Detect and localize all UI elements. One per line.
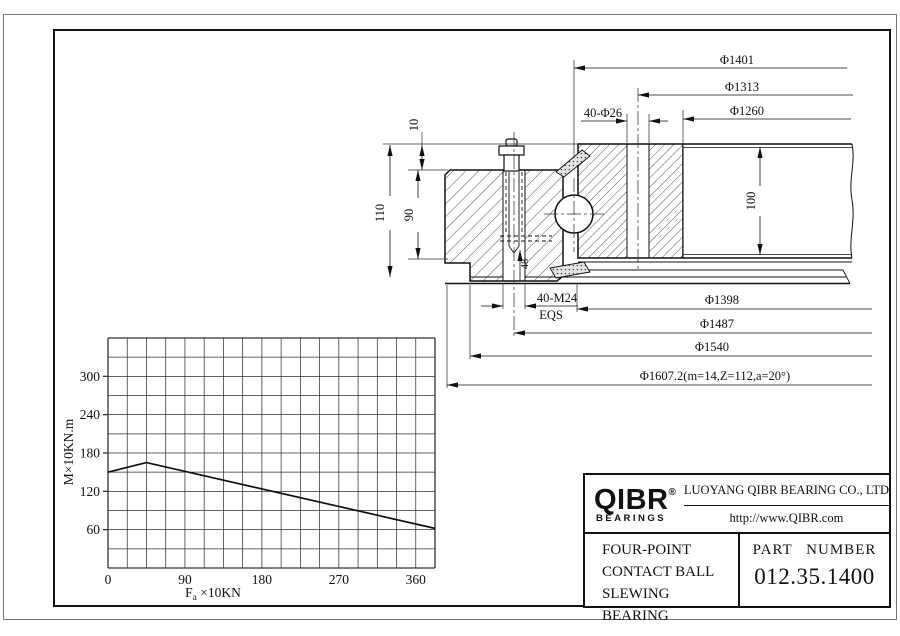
chart-tick-label: 180 [79, 445, 100, 461]
chart-tick-label: 270 [328, 572, 349, 587]
part-number-value: 012.35.1400 [754, 564, 875, 589]
dim-bolt-inner-note: EQS [539, 308, 563, 322]
chart-tick-label: 180 [251, 572, 273, 587]
dim-h10: 10 [407, 118, 421, 132]
dim-h100: 100 [744, 191, 758, 211]
dim-h90: 90 [402, 208, 416, 222]
dim-bolt-outer: 40-Φ26 [583, 106, 623, 120]
company-info [684, 475, 889, 532]
company-logo [585, 475, 684, 532]
registered-trademark-icon: ® [668, 487, 677, 498]
product-line-3: SLEWING BEARING [602, 586, 670, 624]
chart-tick-label: 60 [86, 522, 100, 538]
chart-tick-label: 300 [79, 368, 100, 384]
chart-tick-label: 120 [79, 483, 100, 499]
logo-subtext: BEARINGS [596, 513, 667, 524]
chart-tick-labels [80, 369, 426, 587]
company-website: http://www.QIBR.com [729, 511, 844, 525]
dim-d1398: Φ1398 [704, 293, 740, 307]
title-block-bottom-row [585, 534, 889, 624]
dim-gear-spec: Φ1607.2(m=14,Z=112,a=20°) [639, 369, 791, 383]
dim-d1313: Φ1313 [724, 80, 760, 94]
chart-tick-label: 360 [405, 572, 426, 587]
part-number-cell [740, 534, 889, 608]
title-block [583, 473, 891, 624]
logo-text: QIBR® [594, 484, 677, 516]
dim-h48: 48 [520, 258, 531, 270]
product-line-2: CONTACT BALL [602, 564, 715, 580]
product-line-1: FOUR-POINT [602, 542, 692, 558]
part-number-label: PART NUMBER [752, 542, 877, 558]
dim-d1487: Φ1487 [699, 317, 735, 331]
dim-d1260: Φ1260 [729, 104, 765, 118]
product-description [585, 534, 740, 624]
chart-tick-label: 240 [79, 407, 100, 423]
dim-d1401: Φ1401 [719, 53, 755, 67]
chart-y-axis-label: M×10KN.m [61, 418, 76, 486]
chart-tick-label: 90 [178, 572, 192, 587]
chart-grid [103, 338, 435, 568]
title-block-header-row [585, 475, 889, 534]
load-chart [61, 338, 435, 603]
dim-bolt-inner: 40-M24 [536, 291, 578, 305]
company-name: LUOYANG QIBR BEARING CO., LTD [684, 475, 889, 506]
dim-h110: 110 [373, 203, 387, 223]
chart-x-axis-label: $F_a \times 10KN$ [185, 585, 241, 603]
ring-extension [683, 144, 852, 258]
dim-d1540: Φ1540 [694, 340, 730, 354]
chart-tick-label: 0 [104, 572, 112, 587]
